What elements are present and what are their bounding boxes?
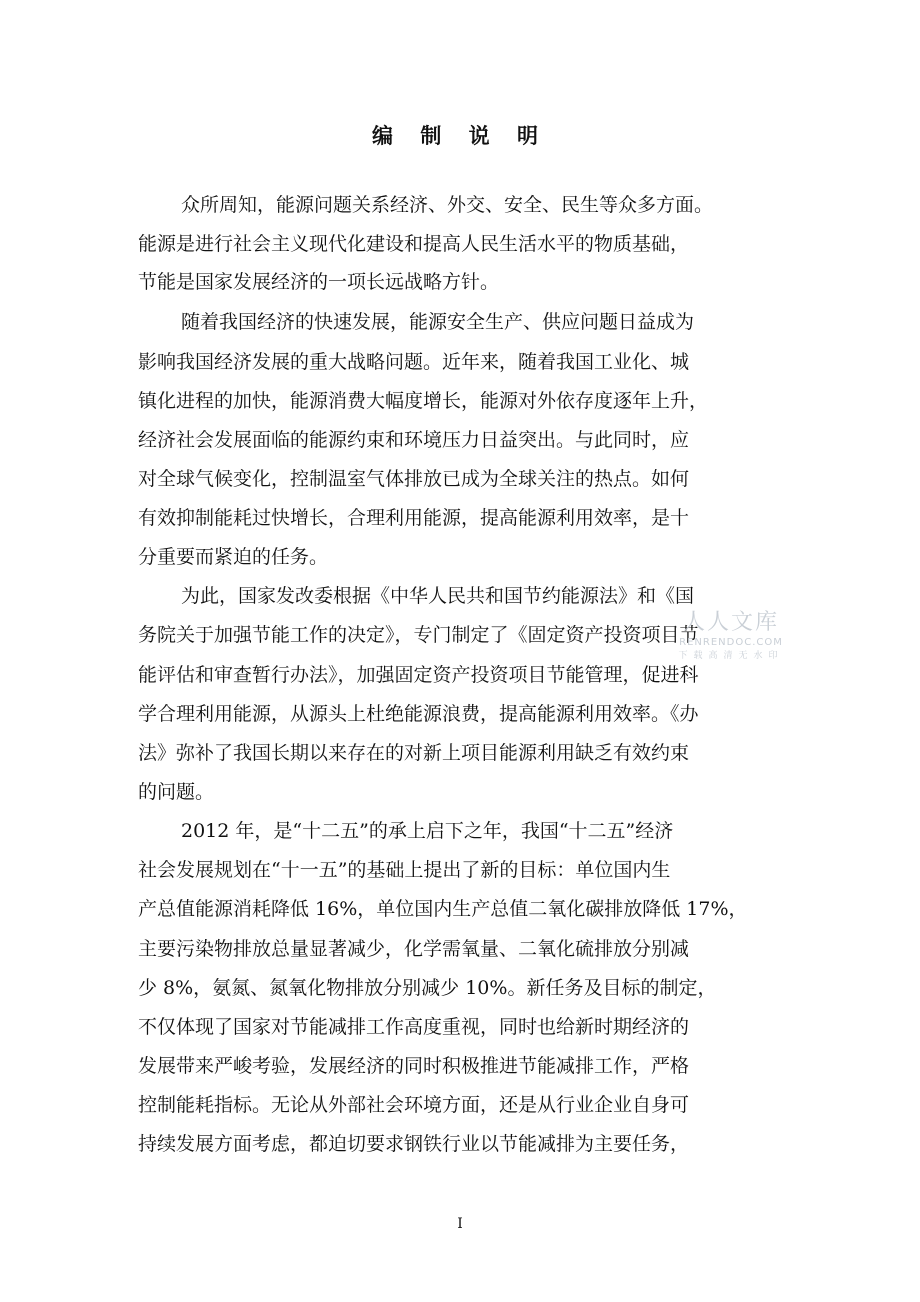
- body-line: 控制能耗指标。无论从外部社会环境方面，还是从行业企业自身可: [138, 1094, 690, 1116]
- body-line: 对全球气候变化，控制温室气体排放已成为全球关注的热点。如何: [138, 468, 690, 490]
- body-line: 镇化进程的加快，能源消费大幅度增长，能源对外依存度逐年上升，: [138, 390, 709, 412]
- body-line: 能源是进行社会主义现代化建设和提高人民生活水平的物质基础，: [138, 233, 690, 255]
- body-line: 节能是国家发展经济的一项长远战略方针。: [138, 271, 500, 293]
- body-line: 能评估和审查暂行办法》，加强固定资产投资项目节能管理，促进科: [138, 664, 699, 686]
- body-line: 影响我国经济发展的重大战略问题。近年来，随着我国工业化、城: [138, 351, 690, 373]
- body-line: 为此，国家发改委根据《中华人民共和国节约能源法》和《国: [181, 585, 695, 607]
- body-line: 持续发展方面考虑，都迫切要求钢铁行业以节能减排为主要任务，: [138, 1133, 690, 1155]
- body-line: 2012 年，是“十二五”的承上启下之年，我国“十二五”经济: [181, 820, 674, 842]
- body-line: 有效抑制能耗过快增长，合理利用能源，提高能源利用效率，是十: [138, 507, 690, 529]
- watermark-logo-text: 人人文库: [682, 610, 779, 635]
- body-line: 不仅体现了国家对节能减排工作高度重视，同时也给新时期经济的: [138, 1016, 690, 1038]
- body-line: 法》弥补了我国长期以来存在的对新上项目能源利用缺乏有效约束: [138, 742, 690, 764]
- body-line: 主要污染物排放总量显著减少，化学需氧量、二氧化硫排放分别减: [138, 938, 690, 960]
- watermark-url: RENRENDOC.COM: [679, 637, 783, 648]
- body-line: 经济社会发展面临的能源约束和环境压力日益突出。与此同时，应: [138, 429, 690, 451]
- body-line: 分重要而紧迫的任务。: [138, 546, 329, 568]
- body-line: 随着我国经济的快速发展，能源安全生产、供应问题日益成为: [181, 311, 695, 333]
- body-line: 社会发展规划在“十一五”的基础上提出了新的目标：单位国内生: [138, 859, 671, 881]
- body-line: 产总值能源消耗降低 16%，单位国内生产总值二氧化碳排放降低 17%，: [138, 898, 748, 920]
- body-line: 发展带来严峻考验，发展经济的同时积极推进节能减排工作，严格: [138, 1055, 690, 1077]
- body-line: 学合理利用能源，从源头上杜绝能源浪费，提高能源利用效率。《办: [138, 703, 699, 725]
- body-line: 的问题。: [138, 781, 215, 803]
- body-line: 务院关于加强节能工作的决定》，专门制定了《固定资产投资项目节: [138, 624, 699, 646]
- page-number: I: [457, 1216, 463, 1232]
- page-title: 编 制 说 明: [372, 124, 548, 148]
- watermark: [676, 610, 786, 670]
- body-line: 众所周知，能源问题关系经济、外交、安全、民生等众多方面。: [181, 194, 714, 216]
- body-line: 少 8%，氨氮、氮氧化物排放分别减少 10%。新任务及目标的制定，: [138, 977, 717, 999]
- watermark-tagline: 下载高清无水印: [678, 651, 784, 661]
